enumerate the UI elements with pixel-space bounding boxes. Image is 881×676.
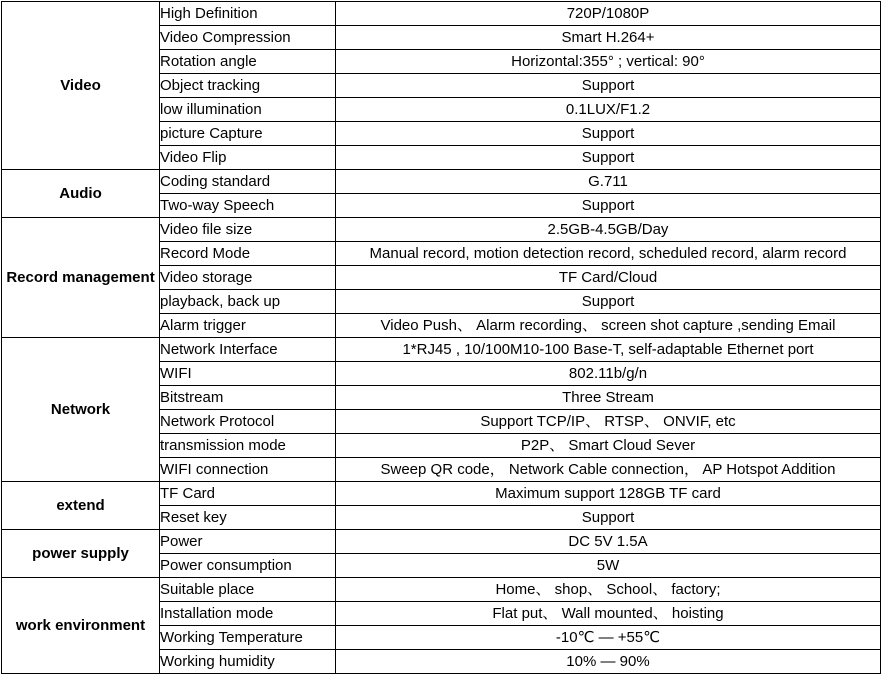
- value-cell: Three Stream: [336, 386, 881, 410]
- value-cell: Sweep QR code， Network Cable connection， AP Hotspot Addition: [336, 458, 881, 482]
- table-row: [2, 218, 881, 242]
- parameter-cell: Object tracking: [160, 74, 336, 98]
- category-cell: Network: [2, 338, 160, 482]
- parameter-cell: WIFI connection: [160, 458, 336, 482]
- parameter-cell: Alarm trigger: [160, 314, 336, 338]
- category-cell: Record management: [2, 218, 160, 338]
- parameter-cell: Power consumption: [160, 554, 336, 578]
- value-cell: Support TCP/IP、 RTSP、 ONVIF, etc: [336, 410, 881, 434]
- value-cell: Maximum support 128GB TF card: [336, 482, 881, 506]
- parameter-cell: Two-way Speech: [160, 194, 336, 218]
- value-cell: 0.1LUX/F1.2: [336, 98, 881, 122]
- parameter-cell: Record Mode: [160, 242, 336, 266]
- value-cell: 720P/1080P: [336, 2, 881, 26]
- value-cell: Support: [336, 146, 881, 170]
- value-cell: DC 5V 1.5A: [336, 530, 881, 554]
- value-cell: 5W: [336, 554, 881, 578]
- table-row: [2, 482, 881, 506]
- parameter-cell: picture Capture: [160, 122, 336, 146]
- value-cell: G.711: [336, 170, 881, 194]
- value-cell: 802.11b/g/n: [336, 362, 881, 386]
- parameter-cell: Video Flip: [160, 146, 336, 170]
- parameter-cell: Working humidity: [160, 650, 336, 674]
- category-cell: power supply: [2, 530, 160, 578]
- parameter-cell: transmission mode: [160, 434, 336, 458]
- parameter-cell: Video storage: [160, 266, 336, 290]
- value-cell: -10℃ — +55℃: [336, 626, 881, 650]
- spec-table-body: [2, 2, 881, 674]
- value-cell: P2P、 Smart Cloud Sever: [336, 434, 881, 458]
- parameter-cell: playback, back up: [160, 290, 336, 314]
- table-row: [2, 2, 881, 26]
- parameter-cell: Video file size: [160, 218, 336, 242]
- category-cell: extend: [2, 482, 160, 530]
- value-cell: Support: [336, 74, 881, 98]
- parameter-cell: Working Temperature: [160, 626, 336, 650]
- parameter-cell: WIFI: [160, 362, 336, 386]
- parameter-cell: Suitable place: [160, 578, 336, 602]
- parameter-cell: Power: [160, 530, 336, 554]
- parameter-cell: TF Card: [160, 482, 336, 506]
- value-cell: Support: [336, 122, 881, 146]
- table-row: [2, 338, 881, 362]
- value-cell: 2.5GB-4.5GB/Day: [336, 218, 881, 242]
- value-cell: Video Push、 Alarm recording、 screen shot capture ,sending Email: [336, 314, 881, 338]
- value-cell: Support: [336, 290, 881, 314]
- value-cell: 1*RJ45 , 10/100M10-100 Base-T, self-adaptable Ethernet port: [336, 338, 881, 362]
- category-cell: Video: [2, 2, 160, 170]
- value-cell: Support: [336, 194, 881, 218]
- parameter-cell: Installation mode: [160, 602, 336, 626]
- table-row: [2, 170, 881, 194]
- parameter-cell: Coding standard: [160, 170, 336, 194]
- parameter-cell: Network Protocol: [160, 410, 336, 434]
- parameter-cell: Bitstream: [160, 386, 336, 410]
- parameter-cell: Video Compression: [160, 26, 336, 50]
- value-cell: TF Card/Cloud: [336, 266, 881, 290]
- value-cell: Smart H.264+: [336, 26, 881, 50]
- parameter-cell: Reset key: [160, 506, 336, 530]
- parameter-cell: low illumination: [160, 98, 336, 122]
- value-cell: Support: [336, 506, 881, 530]
- value-cell: Home、 shop、 School、 factory;: [336, 578, 881, 602]
- parameter-cell: Network Interface: [160, 338, 336, 362]
- spec-table: [1, 1, 881, 674]
- parameter-cell: High Definition: [160, 2, 336, 26]
- parameter-cell: Rotation angle: [160, 50, 336, 74]
- category-cell: Audio: [2, 170, 160, 218]
- value-cell: Horizontal:355° ; vertical: 90°: [336, 50, 881, 74]
- value-cell: 10% — 90%: [336, 650, 881, 674]
- table-row: [2, 530, 881, 554]
- value-cell: Manual record, motion detection record, scheduled record, alarm record: [336, 242, 881, 266]
- table-row: [2, 578, 881, 602]
- category-cell: work environment: [2, 578, 160, 674]
- value-cell: Flat put、 Wall mounted、 hoisting: [336, 602, 881, 626]
